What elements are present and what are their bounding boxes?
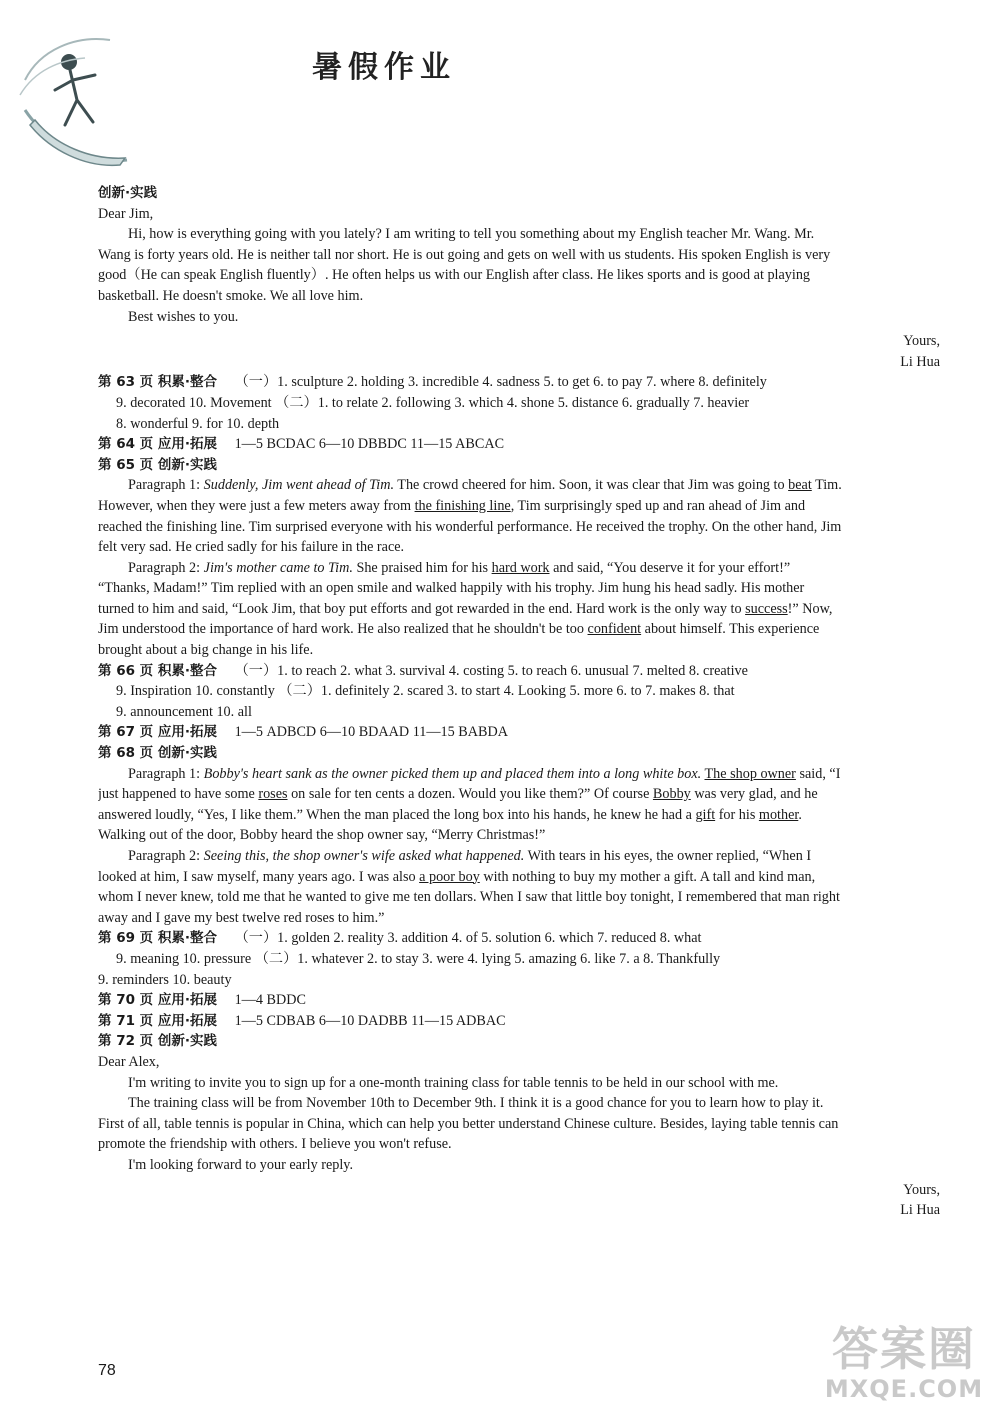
paragraph-line: brought about a big change in his life. <box>98 642 314 659</box>
letter-line: I'm writing to invite you to sign up for a one-month training class for table tennis to be held in our school with me. <box>128 1074 779 1091</box>
section-heading: 创新·实践 <box>98 185 158 201</box>
answer-line: 1—5 BCDAC 6—10 DBBDC 11—15 ABCAC <box>234 436 505 453</box>
underlined-word: Bobby <box>652 786 691 803</box>
paragraph-line <box>98 784 940 805</box>
answer-line: （一）1. golden 2. reality 3. addition 4. of 5. solution 6. which 7. reduced 8. what <box>234 930 702 947</box>
text-run: about himself. This experience <box>641 621 820 638</box>
given-sentence: Suddenly, Jim went ahead of Tim. <box>203 477 394 494</box>
paragraph-line <box>98 475 940 496</box>
letter-line: The training class will be from November 10th to December 9th. I think it is a good chance for you to learn how to play it. <box>128 1095 824 1112</box>
underlined-word: a poor boy <box>419 868 480 885</box>
page-heading: 第 69 页 积累·整合 <box>98 930 218 947</box>
text-run: The crowd cheered for him. Soon, it was clear that Jim was going to <box>394 477 789 494</box>
text-run: on sale for ten cents a dozen. Would you like them?” Of course <box>287 786 653 803</box>
text-run: for his <box>715 806 759 823</box>
answer-line: 9. reminders 10. beauty <box>98 971 232 988</box>
underlined-word: The shop owner <box>704 765 796 782</box>
text-run: However, when they were just a few meters away from <box>98 497 415 514</box>
paragraph-line: whom I never knew, told me that he wanted to give me ten dollars. When I saw that little boy tonight, I remembered that man right <box>98 889 840 906</box>
given-sentence: Seeing this, the shop owner's wife asked what happened. <box>203 848 525 864</box>
page-heading: 第 72 页 创新·实践 <box>98 1033 218 1050</box>
watermark-url: MXQE.COM <box>824 1375 984 1403</box>
text-run: was very glad, and he <box>690 786 818 803</box>
underlined-word: beat <box>788 477 812 494</box>
text-run: said, “I <box>795 765 841 782</box>
page-heading: 第 66 页 积累·整合 <box>98 662 218 679</box>
letter-closing: Yours, <box>903 1181 940 1198</box>
paragraph-line <box>98 867 940 888</box>
paragraph-line: Walking out of the door, Bobby heard the shop owner say, “Merry Christmas!” <box>98 827 546 844</box>
site-watermark <box>814 1323 994 1411</box>
paragraph-label: Paragraph 2: <box>128 848 204 864</box>
surfer-illustration <box>15 20 135 170</box>
text-run: !” Now, <box>787 600 833 617</box>
underlined-word: confident <box>587 621 642 638</box>
paragraph-line: “Thanks, Madam!” Tim replied with an open smile and walked happily with his trophy. Jim hung his head sadly. His mother <box>98 580 805 597</box>
text-run: She praised him for his <box>352 559 492 576</box>
given-sentence: Bobby's heart sank as the owner picked them up and placed them into a long white box. <box>203 765 702 782</box>
answer-line: 9. decorated 10. Movement （二）1. to relate 2. following 3. which 4. shone 5. distance 6. gradually 7. heavier <box>116 394 750 411</box>
letter-line: Hi, how is everything going with you lately? I am writing to tell you something about my English teacher Mr. Wang. Mr. <box>128 226 815 243</box>
letter-line: promote the friendship with others. I believe you won't refuse. <box>98 1136 452 1153</box>
page-heading: 第 65 页 创新·实践 <box>98 456 218 473</box>
text-run: looked at him, I saw myself, many years ago. I was also <box>98 868 420 885</box>
given-sentence: Jim's mother came to Tim. <box>203 559 353 576</box>
paragraph-line <box>98 619 940 640</box>
text-run: and said, “You deserve it for your effort!” <box>549 559 791 576</box>
paragraph-line: reached the finishing line. Tim surprised everyone with his wonderful performance. He received the trophy. On the other hand, Jim <box>98 518 842 535</box>
answer-line: 9. meaning 10. pressure （二）1. whatever 2. to stay 3. were 4. lying 5. amazing 6. like 7. a 8. Thankfully <box>116 950 721 967</box>
answer-line: 1—5 ADBCD 6—10 BDAAD 11—15 BABDA <box>234 724 508 741</box>
letter-greeting: Dear Alex, <box>98 1053 160 1070</box>
text-run: Jim understood the importance of hard work. He also realized that he shouldn't be too <box>98 621 588 638</box>
text-run: with nothing to buy my mother a gift. A tall and kind man, <box>479 868 816 885</box>
answer-line: 1—5 CDBAB 6—10 DADBB 11—15 ADBAC <box>234 1012 506 1029</box>
letter-signature: Li Hua <box>900 1202 940 1219</box>
paragraph-line <box>98 846 940 867</box>
page-heading: 第 68 页 创新·实践 <box>98 745 218 762</box>
letter-line: I'm looking forward to your early reply. <box>128 1156 354 1173</box>
paragraph-line <box>98 764 940 785</box>
letter-line: basketball. He doesn't smoke. We all love him. <box>98 287 364 304</box>
paragraph-label: Paragraph 1: <box>128 765 204 782</box>
page-heading: 第 67 页 应用·拓展 <box>98 724 218 741</box>
answer-line: （一）1. sculpture 2. holding 3. incredible 4. sadness 5. to get 6. to pay 7. where 8. definitely <box>234 374 767 391</box>
page-heading: 第 63 页 积累·整合 <box>98 374 218 391</box>
letter-line: good（He can speak English fluently）. He often helps us with our English after class. He likes sports and is good at playing <box>98 267 811 284</box>
letter-signature: Li Hua <box>900 353 940 370</box>
answer-line: （一）1. to reach 2. what 3. survival 4. costing 5. to reach 6. unusual 7. melted 8. creative <box>234 662 748 679</box>
answer-line: 1—4 BDDC <box>234 992 306 1009</box>
answer-line: 9. announcement 10. all <box>116 703 252 720</box>
underlined-word: success <box>745 600 788 617</box>
letter-line: Best wishes to you. <box>128 308 239 325</box>
text-run: answered loudly, “Yes, I like them.” When the man placed the long box into his hands, he knew he had a <box>98 806 696 823</box>
paragraph-line <box>98 599 940 620</box>
page-heading: 第 64 页 应用·拓展 <box>98 436 218 453</box>
paragraph-line <box>98 558 940 579</box>
text-run: just happened to have some <box>98 786 259 803</box>
letter-line: Wang is forty years old. He is neither tall nor short. He is out going and gets on well with us students. His spoken English is very <box>98 246 831 263</box>
paragraph-line: away and I gave my best twelve red roses to him.” <box>98 909 385 926</box>
page-header-title: 暑假作业 <box>312 50 456 85</box>
underlined-word: the finishing line <box>414 497 511 514</box>
underlined-word: hard work <box>491 559 550 576</box>
answer-line: 9. Inspiration 10. constantly （二）1. definitely 2. scared 3. to start 4. Looking 5. more 6. to 7. makes 8. that <box>116 683 735 700</box>
text-run: Tim. <box>811 477 842 494</box>
text-run: turned to him and said, “Look Jim, that boy put efforts and got rewarded in the end. Hard work is the only way to <box>98 600 746 617</box>
page-heading: 第 71 页 应用·拓展 <box>98 1012 218 1029</box>
paragraph-label: Paragraph 1: <box>128 477 204 494</box>
paragraph-line <box>98 805 940 826</box>
watermark-logo-text: 答案圈 <box>832 1322 976 1376</box>
text-run: . <box>798 806 802 823</box>
answer-content <box>98 183 940 1221</box>
underlined-word: gift <box>695 806 716 823</box>
letter-line: First of all, table tennis is popular in China, which can help you better understand Chinese culture. Besides, laying table tennis can <box>98 1115 839 1132</box>
text-run: With tears in his eyes, the owner replied, “When I <box>524 848 812 864</box>
page-number: 78 <box>98 1362 116 1379</box>
page-heading: 第 70 页 应用·拓展 <box>98 992 218 1009</box>
letter-greeting: Dear Jim, <box>98 205 154 222</box>
text-run: , Tim surprisingly sped up and ran ahead of Jim and <box>510 497 806 514</box>
paragraph-line <box>98 496 940 517</box>
underlined-word: roses <box>258 786 288 803</box>
paragraph-line: felt very sad. He cried sadly for his failure in the race. <box>98 539 405 556</box>
answer-line: 8. wonderful 9. for 10. depth <box>116 415 280 432</box>
letter-closing: Yours, <box>903 333 940 350</box>
paragraph-label: Paragraph 2: <box>128 559 204 576</box>
underlined-word: mother <box>758 806 799 823</box>
